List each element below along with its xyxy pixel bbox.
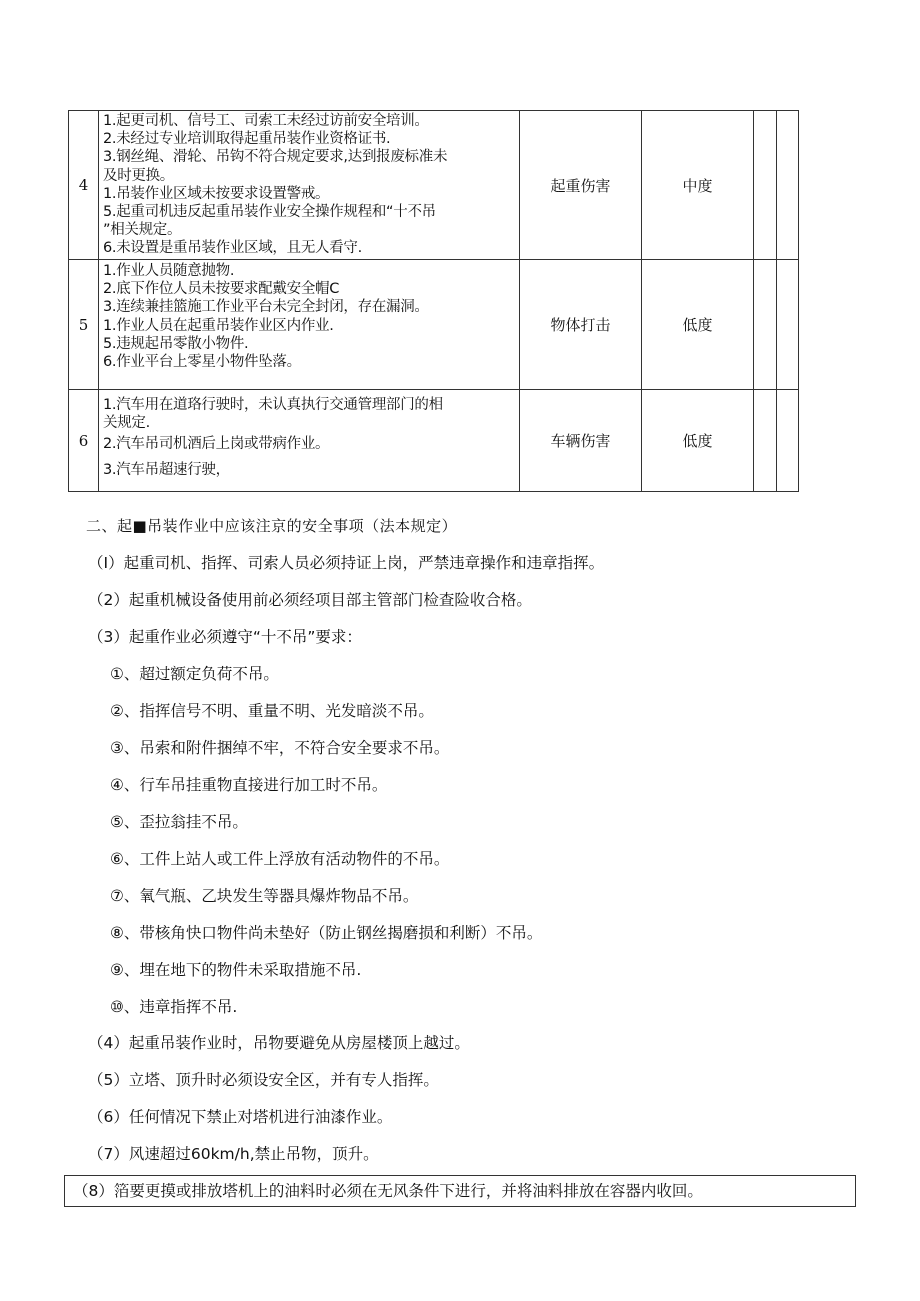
cause-line: 1.作业人员在起重吊装作业区内作业. <box>103 317 334 334</box>
cause-line: 关规定. <box>103 415 150 432</box>
cause-line: ”相关规定。 <box>103 222 182 239</box>
cause-line: 3.连续兼挂篮施工作业平台未完全封闭，存在漏洞。 <box>103 299 429 316</box>
row-number: 5 <box>69 260 99 390</box>
rule-item: （I）起重司机、指挥、司索人员必须持证上岗，严禁违章操作和违章指挥。 <box>88 554 605 572</box>
cause-line: 及时更换。 <box>103 167 174 184</box>
cause-line: 1.吊装作业区域未按要求设置警戒。 <box>103 185 330 202</box>
sub-item: ⑦、氧气瓶、乙块发生等器具爆炸物品不吊。 <box>110 887 419 905</box>
empty-cell <box>754 260 777 390</box>
rule-item: （4）起重吊装作业时，吊物要避免从房屋楼顶上越过。 <box>88 1034 470 1052</box>
empty-cell <box>777 390 799 492</box>
risk-table <box>68 110 799 492</box>
cause-line: 2.汽车吊司机酒后上岗或带病作业。 <box>103 436 330 453</box>
cause-line: 6.作业平台上零星小物件坠落。 <box>103 354 301 371</box>
cause-line: 3.汽车吊超速行驶， <box>103 461 230 478</box>
table-row <box>69 260 799 390</box>
cause-line: 5.起重司机违反起重吊装作业安全操作规程和“十不吊 <box>103 204 436 221</box>
hazard-type: 物体打击 <box>520 260 642 390</box>
row-number: 4 <box>69 111 99 260</box>
risk-level: 中度 <box>642 111 754 260</box>
cause-list <box>99 260 520 390</box>
rule-item: （7）风速超过60km/h,禁止吊物，顶升。 <box>88 1145 379 1163</box>
cause-line: 3.钢丝绳、滑轮、吊钩不符合规定要求,达到报废标准未 <box>103 149 448 166</box>
risk-level: 低度 <box>642 260 754 390</box>
sub-item: ⑨、埋在地下的物件未采取措施不吊. <box>110 961 362 979</box>
cause-line: 1.起更司机、信号工、司索工未经过访前安全培训。 <box>103 113 429 129</box>
empty-cell <box>777 260 799 390</box>
table-row <box>69 111 799 260</box>
cause-line: 2.底下作位人员未按要求配戴安全帽C <box>103 281 340 298</box>
sub-item: ④、行车吊挂重物直接进行加工时不吊。 <box>110 776 388 794</box>
rule-item: （3）起重作业必须遵守“十不吊”要求： <box>88 628 362 646</box>
table-row <box>69 390 799 492</box>
sub-item: ①、超过额定负荷不吊。 <box>110 665 279 683</box>
rule-item: （5）立塔、顶升时必须设安全区，并有专人指挥。 <box>88 1071 439 1089</box>
sub-item: ⑧、带核角快口物件尚未垫好（防止钢丝揭磨损和利断）不吊。 <box>110 924 543 942</box>
section-heading: 二、起■吊装作业中应该注京的安全事项（法本规定） <box>86 517 458 535</box>
boxed-rule <box>64 1175 856 1207</box>
empty-cell <box>754 111 777 260</box>
rule-item: （6）任何情况下禁止对塔机进行油漆作业。 <box>88 1108 393 1126</box>
cause-line: 5.违规起吊零散小物件. <box>103 335 249 352</box>
row-number: 6 <box>69 390 99 492</box>
cause-list <box>99 390 520 492</box>
risk-level: 低度 <box>642 390 754 492</box>
cause-line: 2.未经过专业培训取得起重吊装作业资格证书. <box>103 131 391 148</box>
cause-list <box>99 111 520 260</box>
cause-line: 6.未设置是重吊装作业区域，且无人看守. <box>103 240 362 257</box>
boxed-rule-text: （8）箔要更摸或排放塔机上的油料时必须在无风条件下进行，并将油料排放在容器内收回。 <box>73 1182 703 1200</box>
empty-cell <box>754 390 777 492</box>
cause-line: 1.汽车用在道珞行驶时，未认真执行交通管理部门的相 <box>103 397 443 413</box>
sub-item: ⑤、歪拉翁挂不吊。 <box>110 813 248 831</box>
sub-item: ⑥、工件上站人或工件上浮放有活动物件的不吊。 <box>110 850 450 868</box>
hazard-type: 车辆伤害 <box>520 390 642 492</box>
rule-item: （2）起重机械设备使用前必须经项目部主管部门检查险收合格。 <box>88 591 532 609</box>
empty-cell <box>777 111 799 260</box>
cause-line: 1.作业人员随意抛物. <box>103 263 235 279</box>
sub-item: ⑩、违章指挥不吊. <box>110 998 238 1016</box>
sub-item: ②、指挥信号不明、重量不明、光发暗淡不吊。 <box>110 702 434 720</box>
hazard-type: 起重伤害 <box>520 111 642 260</box>
sub-item: ③、吊索和附件捆绰不牢，不符合安全要求不吊。 <box>110 739 450 757</box>
